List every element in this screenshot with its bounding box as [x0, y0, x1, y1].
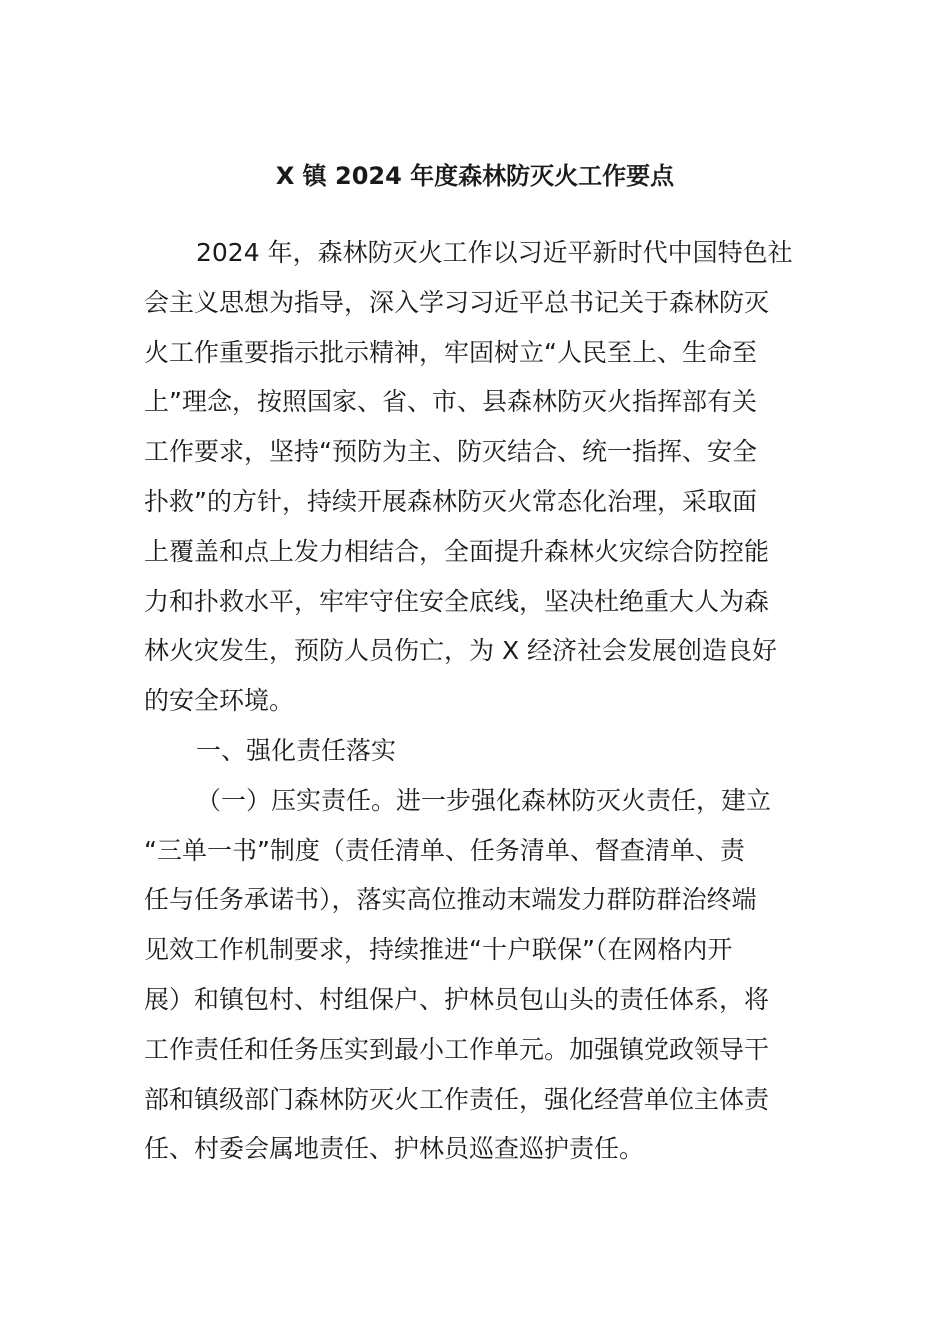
paragraph-line: 上”理念，按照国家、省、市、县森林防灭火指挥部有关 [144, 387, 757, 417]
paragraph-line: 工作要求，坚持“预防为主、防灭结合、统一指挥、安全 [144, 437, 757, 467]
paragraph-line: 上覆盖和点上发力相结合，全面提升森林火灾综合防控能 [144, 536, 770, 566]
paragraph-line: 任与任务承诺书），落实高位推动末端发力群防群治终端 [144, 885, 757, 915]
paragraph-line: 任、村委会属地责任、护林员巡查巡护责任。 [144, 1134, 645, 1164]
paragraph-line: 展）和镇包村、村组保户、护林员包山头的责任体系，将 [144, 984, 770, 1014]
paragraph-line: 扑救”的方针，持续开展森林防灭火常态化治理，采取面 [144, 486, 757, 516]
paragraph-line: 力和扑救水平，牢牢守住安全底线，坚决杜绝重大人为森 [144, 586, 770, 616]
paragraph-line: （一）压实责任。进一步强化森林防灭火责任，建立 [196, 785, 772, 815]
document-title: X 镇 2024 年度森林防灭火工作要点 [275, 162, 675, 190]
paragraph-line: 见效工作机制要求，持续推进“十户联保”（在网格内开 [144, 935, 733, 965]
paragraph-line: 火工作重要指示批示精神，牢固树立“人民至上、生命至 [144, 337, 757, 367]
paragraph-line: “三单一书”制度（责任清单、任务清单、督查清单、责 [144, 835, 745, 865]
paragraph-line: 工作责任和任务压实到最小工作单元。加强镇党政领导干 [144, 1034, 770, 1064]
paragraph-line: 的安全环境。 [144, 686, 295, 716]
paragraph-line: 林火灾发生，预防人员伤亡，为 X 经济社会发展创造良好 [144, 636, 778, 666]
document-body [144, 228, 806, 1174]
section-heading: 一、强化责任落实 [196, 735, 397, 765]
paragraph-line: 2024 年，森林防灭火工作以习近平新时代中国特色社 [196, 238, 793, 267]
paragraph-line: 会主义思想为指导，深入学习习近平总书记关于森林防灭 [144, 287, 770, 317]
paragraph-line: 部和镇级部门森林防灭火工作责任，强化经营单位主体责 [144, 1084, 770, 1114]
